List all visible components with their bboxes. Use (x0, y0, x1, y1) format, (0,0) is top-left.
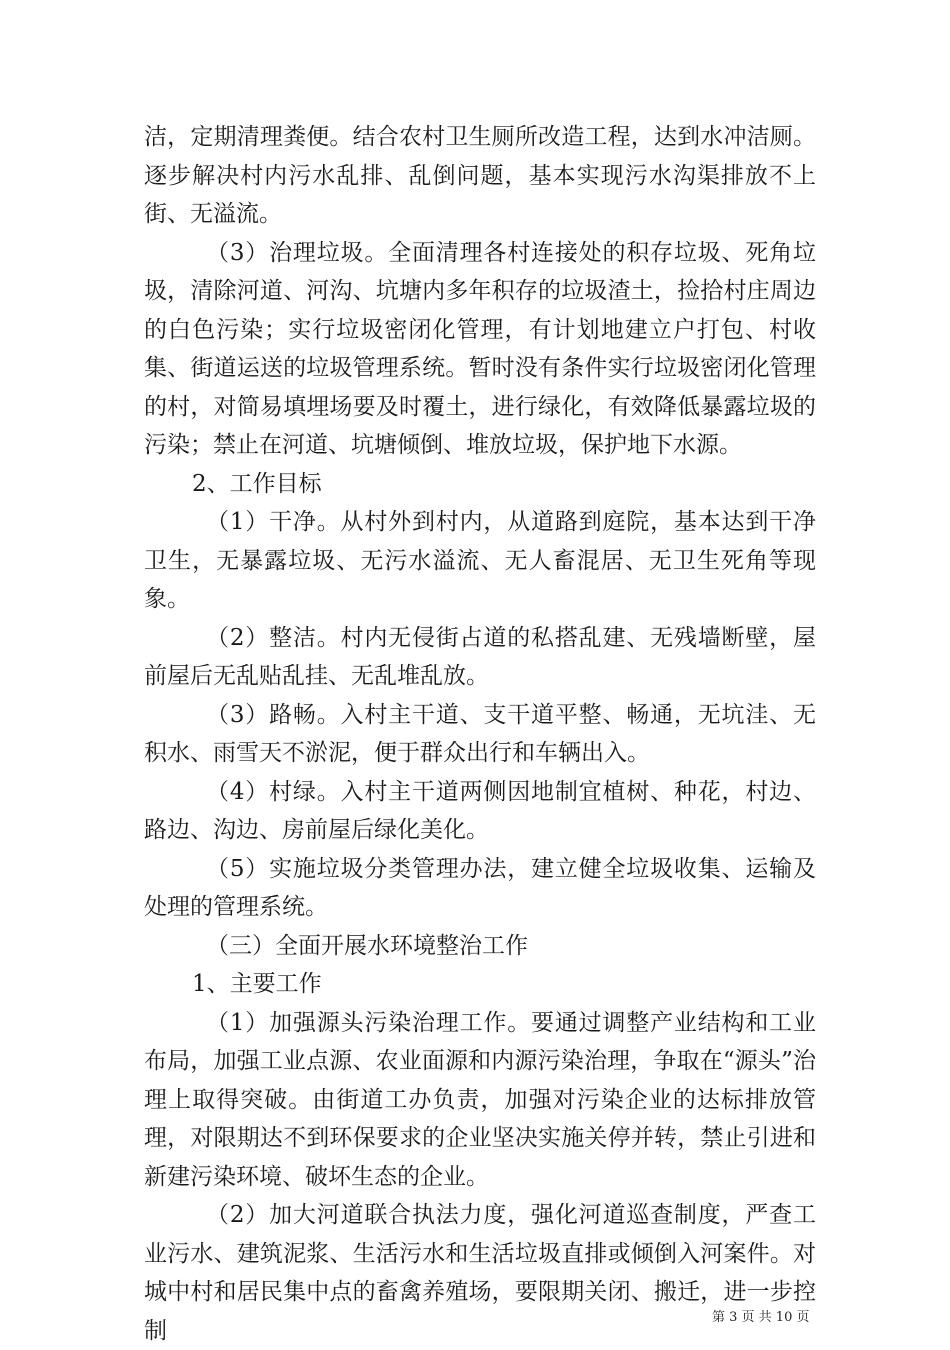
paragraph-goal-green: （4）村绿。入村主干道两侧因地制宜植树、种花，村边、路边、沟边、房前屋后绿化美化。 (144, 778, 816, 843)
paragraph-goal-clean: （1）干净。从村外到村内，从道路到庭院，基本达到干净卫生，无暴露垃圾、无污水溢流、无人畜混居、无卫生死角等现象。 (144, 509, 816, 612)
paragraph-goal-sorting: （5）实施垃圾分类管理办法，建立健全垃圾收集、运输及处理的管理系统。 (144, 855, 816, 920)
page-number: 第 3 页 共 10 页 (712, 1310, 810, 1325)
document-body (144, 118, 816, 1350)
heading-work-goals: 2、工作目标 (192, 470, 322, 497)
heading-water-environment: （三）全面开展水环境整治工作 (206, 932, 528, 959)
paragraph-source-pollution: （1）加强源头污染治理工作。要通过调整产业结构和工业布局，加强工业点源、农业面源和内源污染治理，争取在“源头”治理上取得突破。由街道工办负责，加强对污染企业的达标排放管理，对限期达不到环保要求的企业坚决实施关停并转，禁止引进和新建污染环境、破坏生态的企业。 (144, 1009, 816, 1190)
heading-main-work: 1、主要工作 (192, 971, 322, 997)
paragraph-continuation: 洁，定期清理粪便。结合农村卫生厕所改造工程，达到水冲洁厕。逐步解决村内污水乱排、乱倒问题，基本实现污水沟渠排放不上街、无溢流。 (144, 124, 816, 227)
paragraph-river-enforcement: （2）加大河道联合执法力度，强化河道巡查制度，严查工业污水、建筑泥浆、生活污水和生活垃圾直排或倾倒入河案件。对城中村和居民集中点的畜禽养殖场，要限期关闭、搬迁，进一步控制 (144, 1202, 816, 1344)
paragraph-goal-roads: （3）路畅。入村主干道、支干道平整、畅通，无坑洼、无积水、雨雪天不淤泥，便于群众出行和车辆出入。 (144, 701, 816, 766)
paragraph-goal-tidy: （2）整洁。村内无侵街占道的私搭乱建、无残墙断壁，屋前屋后无乱贴乱挂、无乱堆乱放。 (144, 624, 816, 689)
paragraph-garbage-treatment: （3）治理垃圾。全面清理各村连接处的积存垃圾、死角垃圾，清除河道、河沟、坑塘内多年积存的垃圾渣土，捡拾村庄周边的白色污染；实行垃圾密闭化管理，有计划地建立户打包、村收集、街道运送的垃圾管理系统。暂时没有条件实行垃圾密闭化管理的村，对简易填埋场要及时覆土，进行绿化，有效降低暴露垃圾的污染；禁止在河道、坑塘倾倒、堆放垃圾，保护地下水源。 (144, 239, 816, 458)
